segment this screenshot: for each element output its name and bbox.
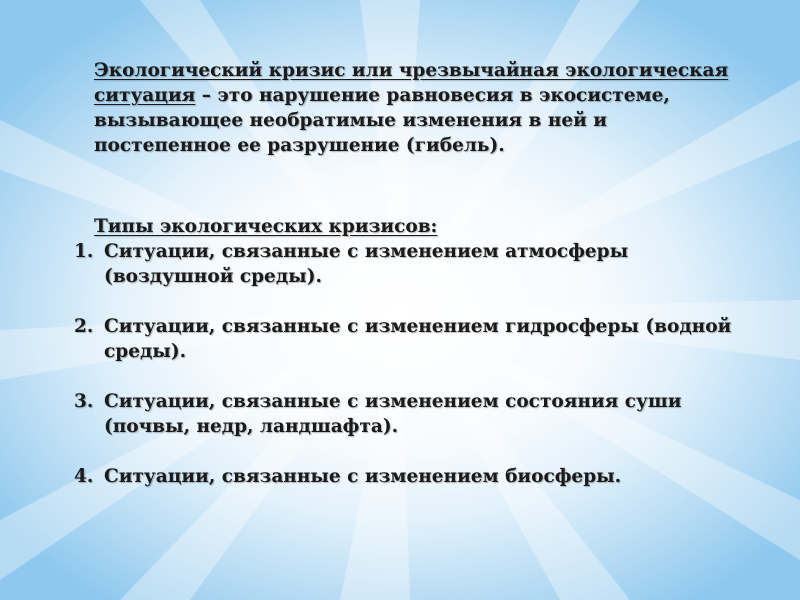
list-item [74, 314, 734, 364]
slide-content [74, 58, 744, 514]
definition-paragraph [94, 58, 744, 158]
list-item-number: 1. [74, 241, 94, 262]
list-item [74, 464, 734, 489]
list-item-text: Ситуации, связанные с изменением биосферы. [104, 466, 622, 487]
list-item [74, 239, 734, 289]
types-heading: Типы экологических кризисов: [94, 216, 438, 237]
list-item-text: Ситуации, связанные с изменением состояния суши (почвы, недр, ландшафта). [104, 391, 682, 437]
list-item-number: 4. [74, 466, 94, 487]
list-item-number: 3. [74, 391, 94, 412]
crisis-types-list [74, 239, 734, 489]
definition-term: Экологический кризис или чрезвычайная экологическая ситуация [94, 60, 729, 106]
list-item-text: Ситуации, связанные с изменением гидросферы (водной среды). [104, 316, 732, 362]
list-item [74, 389, 734, 439]
list-item-text: Ситуации, связанные с изменением атмосферы (воздушной среды). [104, 241, 629, 287]
list-item-number: 2. [74, 316, 94, 337]
definition-text: – это нарушение равновесия в экосистеме, вызывающее необратимые изменения в ней и постепенное ее разрушение (гибель). [94, 85, 670, 156]
